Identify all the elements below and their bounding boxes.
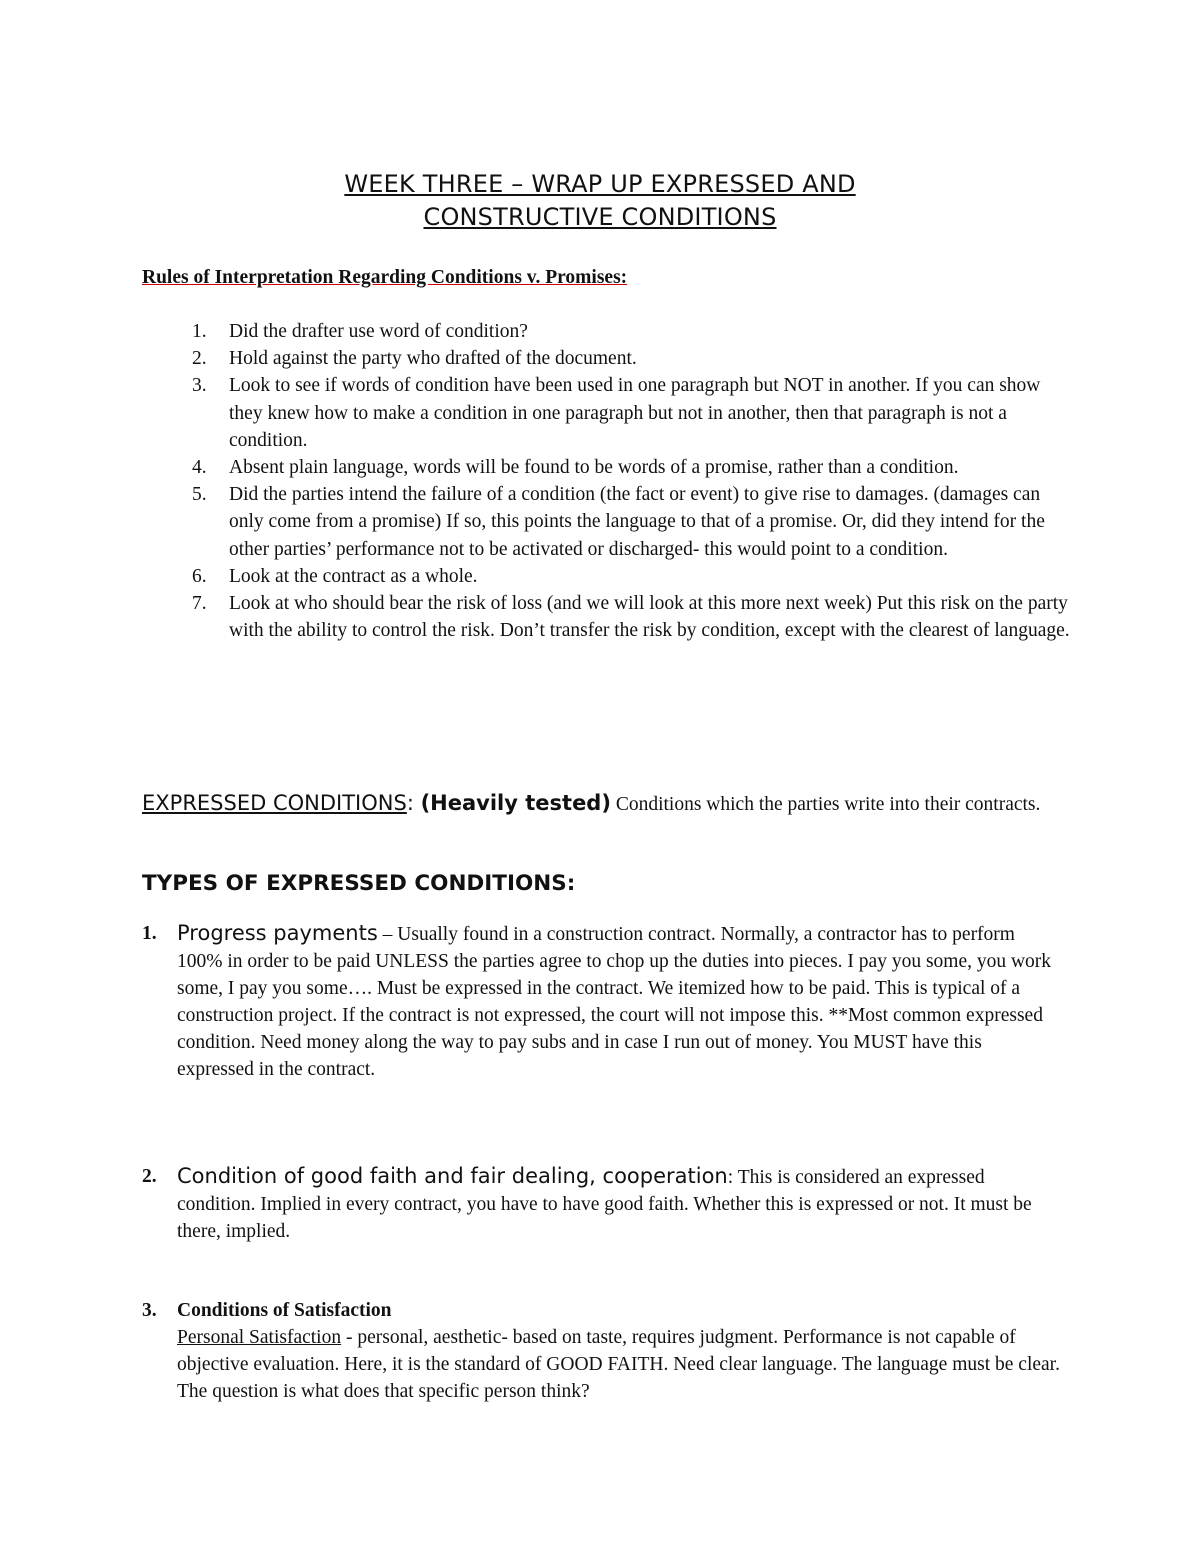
list-text: Absent plain language, words will be found to be words of a promise, rather than a condition. <box>229 457 959 479</box>
section-number: 1. <box>142 923 157 944</box>
section-number: 3. <box>142 1300 157 1321</box>
section-progress-payments <box>142 920 1062 1083</box>
section-conditions-of-satisfaction <box>142 1297 1062 1405</box>
list-text: Did the parties intend the failure of a condition (the fact or event) to give rise to damages. (damages can only come from a promise) If so, this points the language to that of a promise. Or, did they intend for the other parties’ performance not to be activated or discharged- this would point to a condition. <box>229 484 1045 560</box>
expressed-conditions-colon: : <box>406 791 421 815</box>
page-title-line-1: WEEK THREE – WRAP UP EXPRESSED AND <box>344 170 856 198</box>
list-item <box>192 481 1072 563</box>
list-text: Look at the contract as a whole. <box>229 565 478 587</box>
list-number: 4. <box>192 457 207 479</box>
expressed-conditions-label: EXPRESSED CONDITIONS <box>142 791 407 815</box>
list-item <box>192 454 1072 481</box>
rules-heading: Rules of Interpretation Regarding Conditions v. Promises: <box>142 267 628 288</box>
list-number: 3. <box>192 375 207 397</box>
personal-satisfaction-label: Personal Satisfaction <box>177 1327 342 1348</box>
list-item <box>192 372 1072 454</box>
page-title-line-2: CONSTRUCTIVE CONDITIONS <box>423 203 777 231</box>
heavily-tested-label: (Heavily tested) <box>420 791 611 815</box>
list-number: 7. <box>192 593 207 615</box>
list-item <box>192 563 1072 590</box>
list-item <box>192 590 1072 644</box>
section-lead: Conditions of Satisfaction <box>177 1300 392 1321</box>
list-number: 5. <box>192 484 207 506</box>
section-number: 2. <box>142 1166 157 1187</box>
list-number: 6. <box>192 565 207 587</box>
list-text: Did the drafter use word of condition? <box>229 321 528 342</box>
section-good-faith <box>142 1163 1062 1245</box>
expressed-conditions-text: Conditions which the parties write into their contracts. <box>610 794 1041 815</box>
expressed-conditions-paragraph <box>142 786 1042 822</box>
rules-list <box>192 318 1072 644</box>
section-lead: Condition of good faith and fair dealing, cooperation <box>177 1164 728 1188</box>
types-heading: TYPES OF EXPRESSED CONDITIONS: <box>142 871 576 896</box>
section-text: : This is considered an expressed condition. Implied in every contract, you have to have good faith. Whether this is expressed or not. It must be there, implied. <box>177 1167 1032 1242</box>
section-text: - personal, aesthetic- based on taste, requires judgment. Performance is not capable of objective evaluation. Here, it is the standard of GOOD FAITH. Need clear language. The language must be clear. The question is what does that specific person think? <box>177 1327 1060 1402</box>
section-text: – Usually found in a construction contract. Normally, a contractor has to perform 100% in order to be paid UNLESS the parties agree to chop up the duties into pieces. I pay you some, you work some, I pay you some…. Must be expressed in the contract. We itemized how to be paid. This is typical of a construction project. If the contract is not expressed, the court will not impose this. **Most common expressed condition. Need money along the way to pay subs and in case I run out of money. You MUST have this expressed in the contract. <box>177 924 1052 1080</box>
list-text: Look to see if words of condition have been used in one paragraph but NOT in another. If you can show they knew how to make a condition in one paragraph but not in another, then that paragraph is not a condition. <box>229 375 1041 451</box>
list-text: Look at who should bear the risk of loss (and we will look at this more next week) Put this risk on the party with the ability to control the risk. Don’t transfer the risk by condition, except with the clearest of language. <box>229 593 1070 642</box>
list-number: 1. <box>192 321 207 342</box>
list-item <box>192 318 1072 345</box>
list-text: Hold against the party who drafted of the document. <box>229 348 637 370</box>
section-lead: Progress payments <box>177 921 378 945</box>
list-item <box>192 345 1072 372</box>
list-number: 2. <box>192 348 207 370</box>
